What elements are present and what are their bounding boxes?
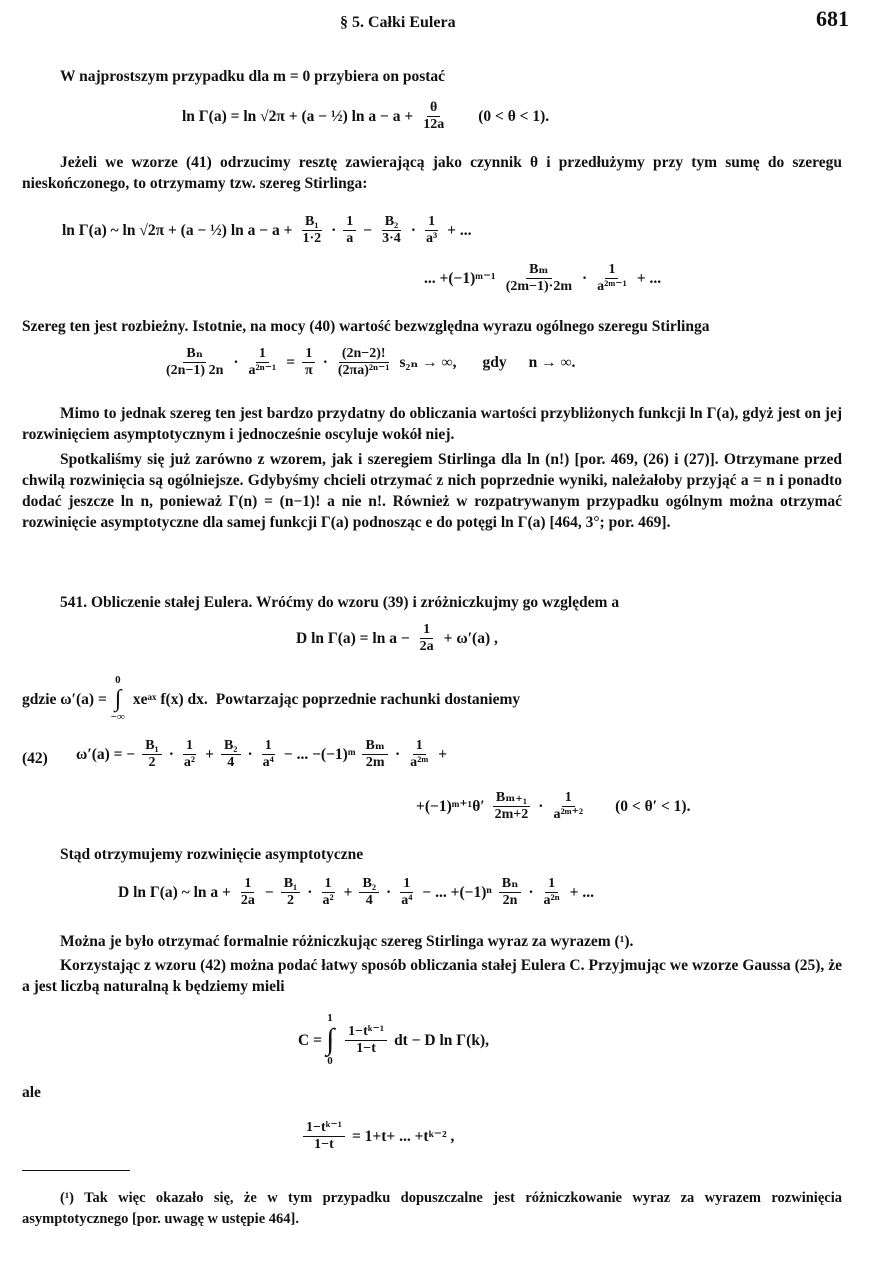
eq6-plus: + <box>343 884 353 901</box>
eq6-frac5 <box>398 876 415 909</box>
eq8-rhs: = 1+t+ ... +tᵏ⁻² , <box>351 1128 455 1145</box>
eq6-f5-den: a⁴ <box>401 893 413 908</box>
eq2-frac2 <box>343 214 356 247</box>
footnote-divider <box>22 1170 130 1171</box>
eq5-frac3 <box>221 738 241 771</box>
equation-stirling-series-line1: ln Γ(a) ~ ln √2π + (a − ½) ln a − a + $\frac{\text{B₁}}{1\cdot 2}$ · $\frac{1}{a}$ − $\frac{\text{B₂}}{3\cdot 4}$ · $\frac{1}{\text{a³}}$ + ... <box>62 214 472 246</box>
eq5-f2-num: 1 <box>183 738 196 755</box>
equation-42-line1: ω′(a) = − $\frac{\text{B₁}}{2}$ · $\frac{1}{\text{a²}}$ + $\frac{\text{B₂}}{4}$ · $\frac{1}{\text{a⁴}}$ − ... −(−1)ᵐ $\frac{\text{Bₘ}}{2m}$ · $\frac{1}{\text{a²ᵐ}}$ + <box>76 738 448 770</box>
eq3-when: gdy <box>482 354 507 371</box>
paragraph-asymptotic-expansion: Stąd otrzymujemy rozwinięcie asymptotyczne <box>60 846 364 863</box>
eq2-frac3 <box>379 214 404 247</box>
eq3-f2-den: a²ⁿ⁻¹ <box>248 363 277 378</box>
eq2-f4-num: 1 <box>425 214 438 231</box>
eq5-frac4 <box>260 738 277 771</box>
eq6-f6-den: 2n <box>502 893 518 908</box>
eq2-f6-num: 1 <box>605 262 618 279</box>
eq3-frac2 <box>246 346 280 379</box>
eq3-f4-den: (2πa)²ⁿ⁻¹ <box>337 363 390 378</box>
eq5-f1-den: 2 <box>148 755 156 770</box>
integral-upper: 0 <box>115 674 121 686</box>
paragraph-omega-definition <box>22 674 520 724</box>
section-541 <box>22 592 842 613</box>
paragraph-euler-constant: Korzystając z wzoru (42) można podać łatwy sposób obliczania stałej Eulera C. Przyjmując we wzorze Gaussa (25), że a jest liczbą naturalną k będziemy mieli <box>22 957 842 995</box>
eq3-f4-num: (2n−2)! <box>339 346 389 363</box>
eq6-f1-num: 1 <box>241 876 254 893</box>
eq6-lhs: D ln Γ(a) ~ ln a + <box>118 884 231 901</box>
equation-general-term: $\frac{\text{Bₙ}}{(2n-1) 2n}$ · $\frac{1}{\text{a²ⁿ⁻¹}}$ = $\frac{1}{\pi}$ · $\frac{(2n-2)!}{\text{(2πa)²ⁿ⁻¹}}$ s₂ₙ → ∞, gdy n → ∞. <box>160 346 575 379</box>
eq4-f-num: 1 <box>420 622 433 639</box>
eq2-f5-num: Bₘ <box>526 262 552 279</box>
eq2-f3-num: B₂ <box>382 214 402 231</box>
eq6-f4-den: 4 <box>365 893 373 908</box>
eq6-mid: − ... +(−1)ⁿ <box>422 884 492 901</box>
eq3-f3-num: 1 <box>302 346 315 363</box>
eq8-f-num: 1−tᵏ⁻¹ <box>303 1120 345 1137</box>
eq7-integral: 1 ∫ 0 <box>325 1012 335 1067</box>
paragraph-stirling-ln-factorial: Spotkaliśmy się już zarówno z wzorem, jak i szeregiem Stirlinga dla ln (n!) [por. 469, (26) i (27)]. Otrzymane przed chwilą rozwinięcia są ogólniejsze. Gdybyśmy chcieli otrzymać z nich poprzednie wyniki, należałoby przyjąć a = n i ponadto dodać jeszcze ln n, ponieważ Γ(n) = (n−1)! a nie n!. Również w rozpatrywanym przypadku ogólnym można otrzymać rozwinięcie asymptotyczne dla samej funkcji Γ(a) podnosząc e do potęgi ln Γ(a) [464, 3°; por. 469]. <box>22 451 842 531</box>
eq4-rhs: + ω′(a) , <box>443 630 498 647</box>
page-number: 681 <box>816 6 849 31</box>
eq2-frac4 <box>423 214 440 247</box>
running-header <box>0 8 893 34</box>
eq6-f3-den: a² <box>322 893 334 908</box>
eq4-lhs: D ln Γ(a) = ln a − <box>296 630 410 647</box>
eq3-f1-den: (2n−1) 2n <box>166 363 224 378</box>
eq6-f1-den: 2a <box>240 893 255 908</box>
eq5-f3-den: 4 <box>227 755 235 770</box>
eq5-frac2 <box>181 738 198 771</box>
eq2-frac6 <box>594 262 630 295</box>
section-heading: Obliczenie stałej Eulera. <box>91 594 253 611</box>
eq3-condition: n → ∞. <box>528 354 576 371</box>
eq3-f1-num: Bₙ <box>183 346 206 363</box>
eq6-minus: − <box>264 884 274 901</box>
eq3-f2-num: 1 <box>256 346 269 363</box>
eq1-frac-den: 12a <box>423 117 445 132</box>
eq6-frac4 <box>359 876 379 909</box>
eq5-frac7 <box>492 790 532 823</box>
eq5-condition: (0 < θ′ < 1). <box>615 798 691 815</box>
eq6-frac2 <box>281 876 301 909</box>
eq6-f5-num: 1 <box>400 876 413 893</box>
paragraph-intro: W najprostszym przypadku dla m = 0 przybiera on postać <box>60 68 446 85</box>
eq5-f5-den: 2m <box>365 755 385 770</box>
eq6-f3-num: 1 <box>322 876 335 893</box>
eq8-frac <box>303 1120 345 1153</box>
eq3-frac3 <box>302 346 316 379</box>
eq6-frac1 <box>238 876 258 909</box>
eq6-f6-num: Bₙ <box>499 876 522 893</box>
eq6-f2-den: 2 <box>286 893 294 908</box>
eq5-mid: − ... −(−1)ᵐ <box>283 746 356 763</box>
equation-label-42: (42) <box>22 750 48 767</box>
paragraph-termwise: Można je było otrzymać formalnie różniczkując szereg Stirlinga wyraz za wyrazem (¹). <box>60 933 634 950</box>
section-title: § 5. Całki Eulera <box>340 14 456 31</box>
eq5-f6-num: 1 <box>413 738 426 755</box>
eq5-line2-pre: +(−1)ᵐ⁺¹θ′ <box>416 798 485 815</box>
omega-pre: gdzie ω′(a) = <box>22 690 107 708</box>
eq2-f6-den: a²ᵐ⁻¹ <box>597 279 627 294</box>
eq4-f-den: 2a <box>419 639 434 654</box>
eq2-f1-num: B₁ <box>302 214 322 231</box>
eq5-f4-num: 1 <box>262 738 275 755</box>
equation-stirling-formula <box>182 100 549 133</box>
eq3-f3-den: π <box>305 363 313 378</box>
eq5-f2-den: a² <box>183 755 196 770</box>
eq7-frac <box>345 1024 387 1057</box>
eq5-f1-num: B₁ <box>142 738 162 755</box>
eq2-frac1 <box>299 214 324 247</box>
eq6-frac6 <box>499 876 522 909</box>
eq5-frac5 <box>362 738 388 771</box>
footnote: (¹) Tak więc okazało się, że w tym przypadku dopuszczalne jest różniczkowanie wyraz za wyrazem rozwinięcia asymptotycznego [por. uwagę w ustępie 464]. <box>22 1190 842 1227</box>
eq5-f7-num: Bₘ₊₁ <box>493 790 530 807</box>
eq5-frac1 <box>142 738 162 771</box>
eq2-tail2: + ... <box>636 270 662 287</box>
eq5-f3-num: B₂ <box>221 738 241 755</box>
eq8-f-den: 1−t <box>314 1137 334 1152</box>
eq5-frac8 <box>550 790 586 823</box>
eq2-lhs: ln Γ(a) ~ ln √2π + (a − ½) ln a − a + <box>62 222 293 239</box>
equation-stirling-series-line2: ... +(−1)ᵐ⁻¹ $\frac{\text{Bₘ}}{(2m-1)\cdot 2m}$ · $\frac{1}{\text{a²ᵐ⁻¹}}$ + ... <box>424 262 662 294</box>
eq1-frac-num: θ <box>427 100 440 117</box>
eq5-f7-den: 2m+2 <box>494 807 529 822</box>
paragraph-stirling-series: Jeżeli we wzorze (41) odrzucimy resztę zawierającą jako czynnik θ i przedłużymy przy tym sumę do szeregu nieskończonego, to otrzymamy tzw. szereg Stirlinga: <box>22 154 842 192</box>
paragraph-divergence: Szereg ten jest rozbieżny. Istotnie, na mocy (40) wartość bezwzględna wyrazu ogólnego szeregu Stirlinga <box>22 318 710 335</box>
eq6-f4-num: B₂ <box>359 876 379 893</box>
eq2-f3-den: 3·4 <box>382 231 401 246</box>
omega-post: Powtarzając poprzednie rachunki dostaniemy <box>215 690 521 708</box>
word-ale: ale <box>22 1084 41 1101</box>
eq2-f5-den: (2m−1)·2m <box>505 279 572 294</box>
equation-derivative-expansion: D ln Γ(a) ~ ln a + $\frac{1}{2a}$ − $\frac{\text{B₁}}{2}$ · $\frac{1}{\text{a²}}$ + $\frac{\text{B₂}}{4}$ · $\frac{1}{\text{a⁴}}$ − ... +(−1)ⁿ $\frac{\text{Bₙ}}{2n}$ · $\frac{1}{\text{a²ⁿ}}$ + ... <box>118 876 594 908</box>
eq5-plus: + <box>205 746 214 763</box>
eq3-equals: = <box>286 354 296 371</box>
section-number: 541. <box>60 594 88 611</box>
eq6-frac3 <box>319 876 336 909</box>
eq5-f4-den: a⁴ <box>262 755 274 770</box>
eq1-fraction <box>420 100 447 133</box>
equation-geometric-sum <box>300 1120 454 1153</box>
eq2-f2-num: 1 <box>343 214 356 231</box>
eq2-tail1: + ... <box>447 222 472 239</box>
paragraph-asymptotic: Mimo to jednak szereg ten jest bardzo przydatny do obliczania wartości przybliżonych funkcji ln Γ(a), gdyż jest on jej rozwinięciem asymptotycznym i jednocześnie oscyluje wokół niej. <box>22 405 842 443</box>
eq2-f2-den: a <box>346 231 354 246</box>
eq7-integral-lower: 0 <box>327 1055 333 1067</box>
eq2-line2-pre: ... +(−1)ᵐ⁻¹ <box>424 270 496 287</box>
eq4-frac <box>417 622 437 655</box>
eq2-f1-den: 1·2 <box>302 231 322 246</box>
integral-sign: 0 ∫ −∞ <box>110 674 125 723</box>
eq6-f7-num: 1 <box>545 876 558 893</box>
eq5-f6-den: a²ᵐ <box>410 755 429 770</box>
eq7-f-num: 1−tᵏ⁻¹ <box>345 1024 387 1041</box>
eq7-integral-upper: 1 <box>327 1012 333 1024</box>
eq1-lhs: ln Γ(a) = ln √2π + (a − ½) ln a − a + <box>182 108 414 125</box>
eq2-frac5 <box>503 262 575 295</box>
omega-integrand: xeᵃˣ f(x) dx. <box>132 690 208 708</box>
eq7-lhs: C = <box>298 1031 322 1049</box>
eq5-lhs: ω′(a) = − <box>76 746 136 763</box>
eq2-minus: − <box>363 222 373 239</box>
eq6-f2-num: B₁ <box>281 876 301 893</box>
eq3-frac1 <box>163 346 226 379</box>
section-text: Wróćmy do wzoru (39) i zróżniczkujmy go względem a <box>256 594 620 611</box>
integral-lower: −∞ <box>110 711 125 723</box>
eq5-tail1: + <box>438 746 448 763</box>
eq5-f8-den: a²ᵐ⁺² <box>553 807 584 822</box>
eq6-f7-den: a²ⁿ <box>543 893 560 908</box>
eq5-f8-num: 1 <box>562 790 575 807</box>
eq1-condition: (0 < θ < 1). <box>478 108 550 125</box>
eq7-rhs: dt − D ln Γ(k), <box>394 1031 489 1049</box>
eq5-frac6 <box>407 738 431 771</box>
equation-derivative-ln-gamma <box>296 622 498 655</box>
eq3-frac4 <box>335 346 393 379</box>
eq3-tail: s₂ₙ → ∞, <box>399 354 457 371</box>
equation-42-line2: +(−1)ᵐ⁺¹θ′ $\frac{\text{Bₘ₊₁}}{2m+2}$ · $\frac{1}{\text{a²ᵐ⁺²}}$ (0 < θ′ < 1). <box>416 790 691 822</box>
eq6-frac7 <box>541 876 563 909</box>
eq2-f4-den: a³ <box>425 231 438 246</box>
equation-euler-constant <box>298 1012 489 1068</box>
eq6-tail: + ... <box>569 884 594 901</box>
eq5-f5-num: Bₘ <box>362 738 388 755</box>
eq7-f-den: 1−t <box>356 1040 376 1056</box>
